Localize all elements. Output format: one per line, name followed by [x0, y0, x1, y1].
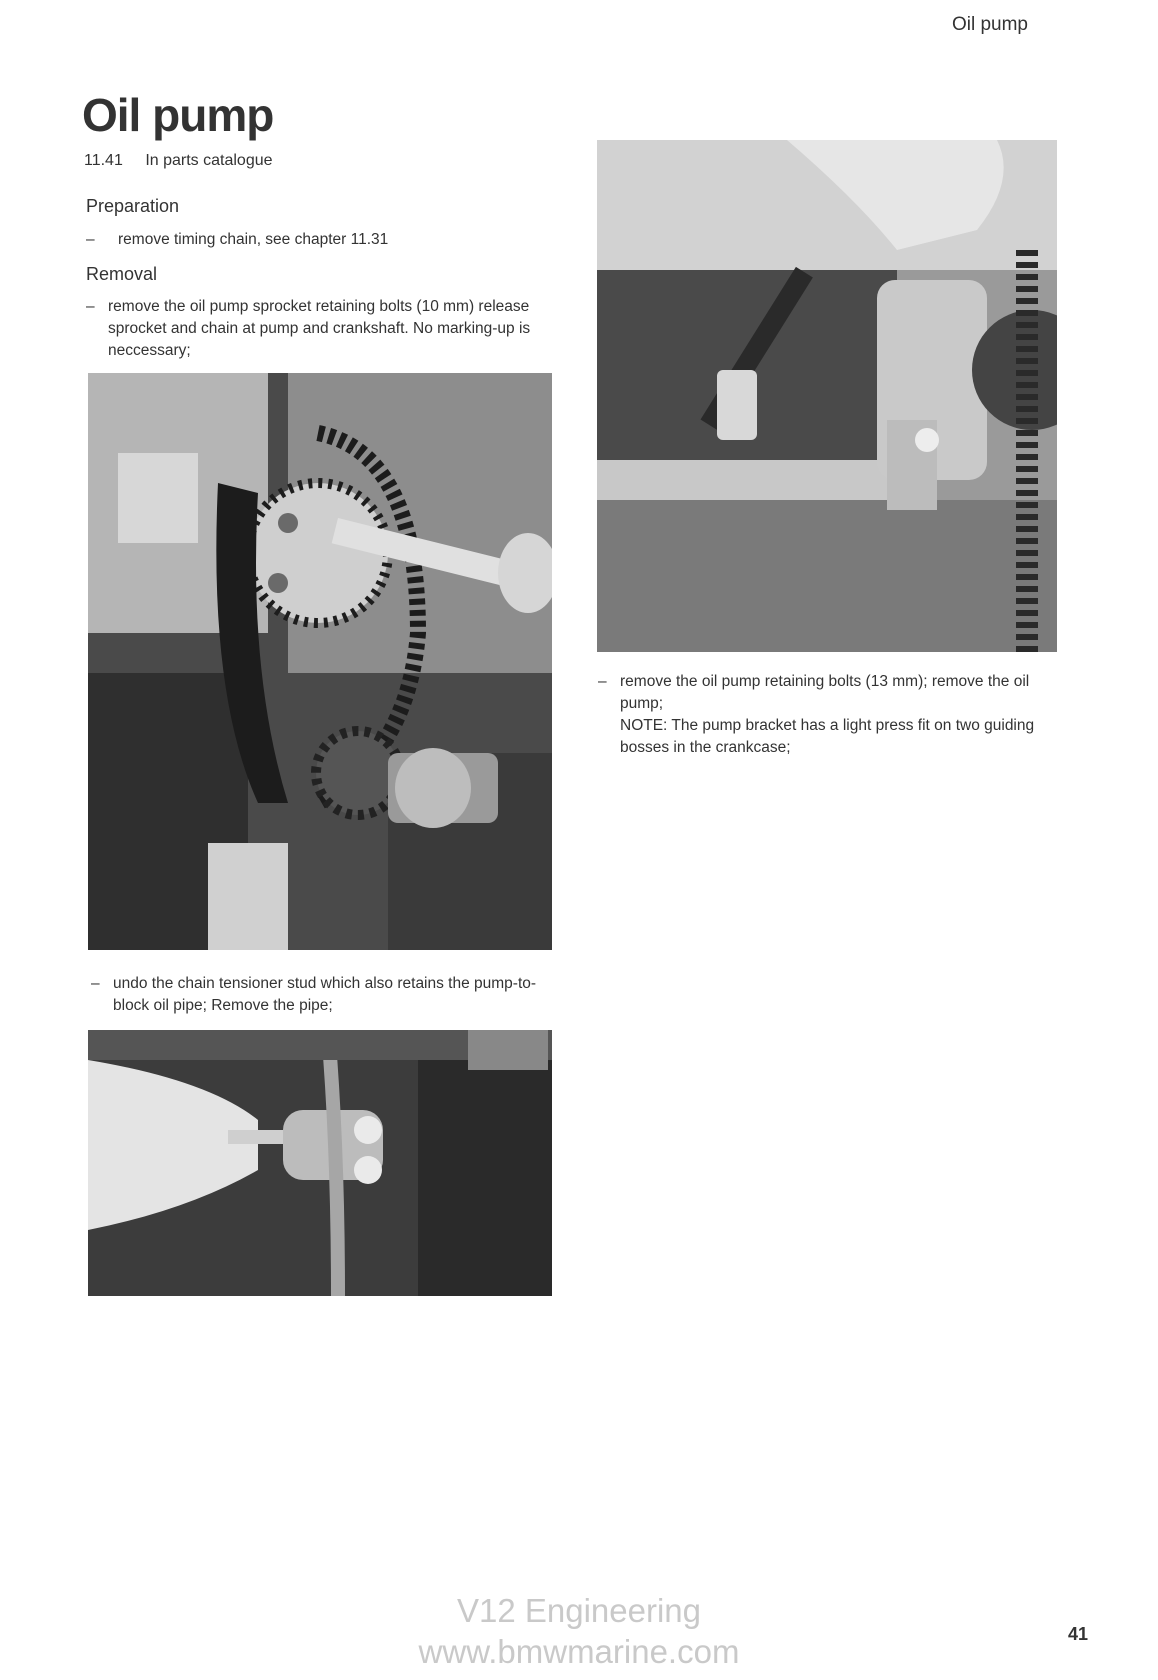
sprocket-chain-photo [88, 373, 552, 950]
note-text: NOTE: The pump bracket has a light press fit on two guiding bosses in the crankcase; [620, 717, 1035, 756]
step-text: remove the oil pump sprocket retaining bolts (10 mm) release sprocket and chain at pump and crankshaft. No marking-up is neccessary; [108, 298, 531, 359]
preparation-heading: Preparation [86, 196, 180, 216]
footer-url: www.bmwmarine.com [418, 1633, 740, 1670]
preparation-step [86, 229, 556, 251]
removal-step [598, 671, 1068, 759]
running-head: Oil pump [951, 14, 1028, 35]
footer-brand: V12 Engineering [456, 1592, 702, 1629]
oil-pipe-photo [88, 1030, 552, 1296]
section-number: 11.41 [84, 152, 123, 169]
pump-bolts-photo [597, 140, 1057, 652]
bullet-dash: – [86, 298, 95, 315]
section-subtitle-text: In parts catalogue [145, 152, 273, 169]
section-subtitle [84, 152, 273, 170]
removal-heading: Removal [86, 264, 158, 284]
step-text: remove the oil pump retaining bolts (13 mm); remove the oil pump; [620, 673, 1030, 712]
step-text: undo the chain tensioner stud which also retains the pump-to-block oil pipe; Remove the pipe; [113, 975, 537, 1014]
page-number: 41 [1067, 1624, 1088, 1644]
bullet-dash: – [91, 975, 100, 992]
bullet-dash: – [86, 231, 95, 248]
removal-step [91, 973, 551, 1017]
removal-step [86, 296, 556, 362]
step-text: remove timing chain, see chapter 11.31 [118, 231, 389, 248]
bullet-dash: – [598, 673, 607, 690]
page-title: Oil pump [82, 89, 274, 141]
